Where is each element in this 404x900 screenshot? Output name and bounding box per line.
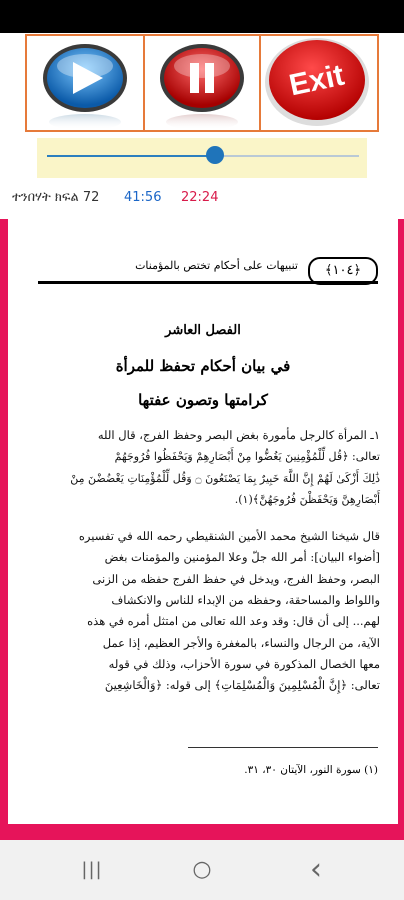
exit-icon <box>261 36 377 130</box>
seek-slider[interactable] <box>37 138 367 178</box>
home-button[interactable] <box>182 857 222 883</box>
text-line: واللواط والمساحقة، وحفظه من الإبداء للناس والانكشاف <box>111 593 380 608</box>
play-icon <box>27 36 143 130</box>
exit-button[interactable] <box>259 34 379 132</box>
text-line: قال شيخنا الشيخ محمد الأمين الشنقيطي رحمه الله في تفسيره <box>78 529 380 544</box>
page-frame <box>0 219 404 840</box>
page-body <box>40 425 380 697</box>
text-line: ١ـ المرأة كالرجل مأمورة بغض البصر وحفظ الفرج، قال الله <box>97 428 380 442</box>
elapsed-time: 22:24 <box>181 190 219 205</box>
home-icon: ○ <box>192 857 212 882</box>
exit-label: Exit <box>286 58 348 103</box>
heading-2: كرامتها وتصون عفتها <box>138 391 268 409</box>
text-line: تعالى: ﴿إِنَّ الْمُسْلِمِينَ وَالْمُسْلِمَاتِ﴾ إلى قوله: ﴿وَالْخَاشِعِينَ <box>104 678 380 693</box>
heading-1: في بيان أحكام تحفظ للمرأة <box>115 357 291 375</box>
text-line: [أضواء البيان]: أمر الله جلّ وعلا المؤمنين والمؤمنات بغض <box>104 550 380 565</box>
pause-button[interactable] <box>143 34 261 132</box>
player-controls <box>25 34 379 134</box>
status-bar <box>0 0 404 33</box>
system-nav-bar <box>0 840 404 900</box>
track-title: ተንበሃት ክፍል 72 <box>12 190 100 205</box>
text-line: لهم... إلى أن قال: وقد وعد الله تعالى من امتثل أمره في هذه <box>87 614 380 629</box>
text-line: الآية، من الرجال والنساء، بالمغفرة والأجر العظيم، إذا عمل <box>102 635 380 650</box>
book-page[interactable] <box>8 219 398 824</box>
running-head: تنبيهات على أحكام تختص بالمؤمنات <box>135 259 298 272</box>
page-number: ﴿١٠٤﴾ <box>308 257 378 285</box>
pause-icon <box>145 36 259 130</box>
slider-progress <box>47 155 215 157</box>
back-icon: ‹ <box>310 852 322 887</box>
total-time: 41:56 <box>124 190 162 205</box>
recents-button[interactable] <box>72 857 112 883</box>
back-button[interactable] <box>296 852 336 887</box>
text-line: البصر، وحفظ الفرج، ويدخل في حفظ الفرج حفظه من الزنى <box>92 571 380 586</box>
slider-thumb[interactable] <box>206 146 224 164</box>
recents-icon: ||| <box>81 859 103 880</box>
footnote-rule <box>188 747 378 748</box>
header-rule <box>38 281 378 284</box>
chapter-title: الفصل العاشر <box>165 323 241 338</box>
footnote: (١) سورة النور، الآيتان ٣٠، ٣١. <box>244 764 378 776</box>
text-line: تعالى: ﴿قُل لِّلْمُؤْمِنِينَ يَغُضُّوا مِنْ أَبْصَارِهِمْ وَيَحْفَظُوا فُرُوجَهُمْ <box>114 450 380 464</box>
text-line: معها الخصال المذكورة في سورة الأحزاب، وذلك في قوله <box>108 656 380 671</box>
play-button[interactable] <box>25 34 145 132</box>
text-line: أَبْصَارِهِنَّ وَيَحْفَظْنَ فُرُوجَهُنَّ﴾(١). <box>234 492 380 506</box>
text-line: ذَٰلِكَ أَزْكَىٰ لَهُمْ إِنَّ اللَّهَ خَبِيرٌ بِمَا يَصْنَعُونَ ۝ وَقُل لِّلْمُؤْمِنَاتِ يَغْضُضْنَ مِنْ <box>70 471 380 485</box>
